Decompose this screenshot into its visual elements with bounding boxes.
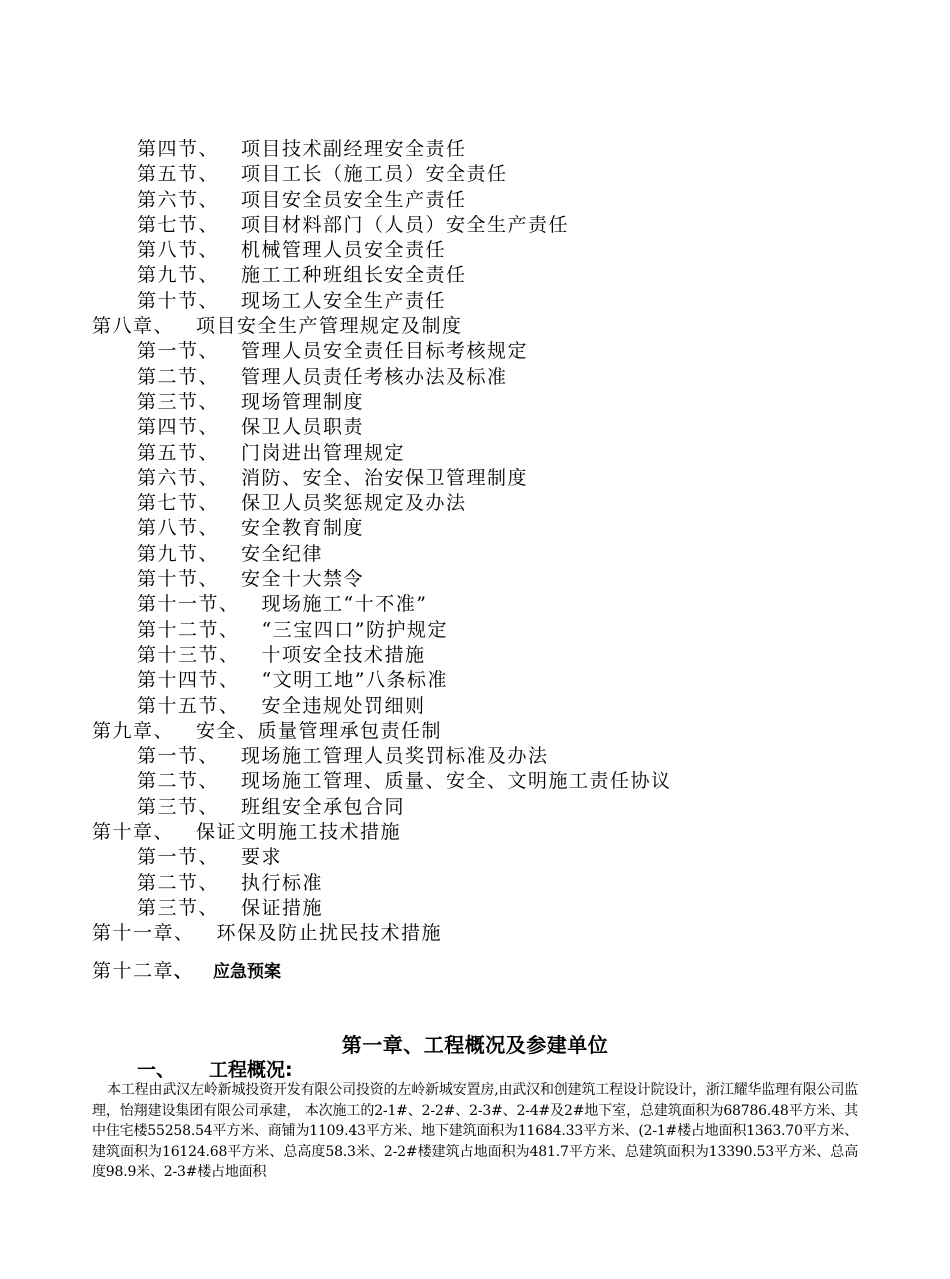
toc-entry-title: 安全纪律 [241,542,324,565]
toc-entry-section [0,238,950,263]
toc-entry-number: 第十节、 [137,289,220,312]
toc-entry-title: 现场施工管理人员奖罚标准及办法 [241,745,549,768]
toc-entry-number: 第一节、 [137,340,220,363]
toc-entry-title: “文明工地”八条标准 [261,669,448,692]
toc-entry-title: 消防、安全、治安保卫管理制度 [241,466,529,489]
toc-entry-section [0,795,950,820]
toc-entry-number: 第十二节、 [137,618,240,641]
toc-entry-title: “三宝四口”防护规定 [261,618,448,641]
toc-entry-title: 施工工种班组长安全责任 [241,264,467,287]
toc-entry-number: 第四节、 [137,138,220,160]
toc-entry-title: 管理人员安全责任目标考核规定 [241,340,529,363]
toc-entry-title: 项目安全员安全生产责任 [241,188,467,211]
toc-entry-title: 项目工长（施工员）安全责任 [241,163,508,186]
section-subheading [137,1055,293,1082]
toc-entry-chapter [0,314,950,339]
toc-entry-title: 安全、质量管理承包责任制 [196,719,443,742]
toc-entry-number: 第二节、 [137,365,220,388]
subheading-number: 一、 [137,1059,176,1081]
subheading-title: 工程概况: [209,1059,293,1081]
toc-entry-number: 第十四节、 [137,669,240,692]
toc-entry-title: 门岗进出管理规定 [241,441,406,464]
toc-entry-number: 第十一章、 [92,922,195,945]
toc-entry-number: 第九章、 [92,719,175,742]
toc-entry-section [0,390,950,415]
toc-entry-number: 第十三节、 [137,643,240,666]
toc-entry-section [0,845,950,870]
toc-entry-section [0,339,950,364]
toc-entry-section [0,542,950,567]
toc-entry-section [0,188,950,213]
project-overview-paragraph: 本工程由武汉左岭新城投资开发有限公司投资的左岭新城安置房,由武汉和创建筑工程设计院设计，浙江耀华监理有限公司监理，怡翔建设集团有限公司承建， 本次施工的2-1#、2-2#、2-3#、2-4#及2#地下室，总建筑面积为68786.48平方米、其中住宅楼55258.54平方米、商铺为1109.43平方米、地下建筑面积为11684.33平方米、(2-1#楼占地面积1363.70平方米、建筑面积为16124.68平方米、总高度58.3米、2-2#楼建筑占地面积为481.7平方米、总建筑面积为13390.53平方米、总高度98.9米、2-3#楼占地面积 [92,1082,858,1180]
toc-entry-title: 安全违规处罚细则 [261,694,426,717]
toc-entry-section [0,668,950,693]
toc-entry-number: 第八节、 [137,239,220,262]
toc-entry-section [0,694,950,719]
toc-entry-section [0,643,950,668]
toc-entry-section [0,618,950,643]
toc-entry-number: 第三节、 [137,795,220,818]
toc-entry-section [0,592,950,617]
toc-entry-section [0,263,950,288]
toc-entry-number: 第二节、 [137,770,220,793]
toc-entry-title: 管理人员责任考核办法及标准 [241,365,508,388]
toc-entry-section [0,137,950,162]
toc-entry-section [0,871,950,896]
toc-entry-title: 环保及防止扰民技术措施 [216,922,443,945]
toc-entry-title: 应急预案 [213,962,282,982]
toc-entry-number: 第四节、 [137,416,220,439]
toc-entry-title: 安全十大禁令 [241,568,365,591]
toc-entry-title: 现场工人安全生产责任 [241,289,447,312]
toc-entry-number: 第九节、 [137,542,220,565]
toc-entry-number: 第七节、 [137,213,220,236]
toc-entry-title: 班组安全承包合同 [241,795,406,818]
toc-entry-chapter [0,719,950,744]
toc-entry-title: 现场管理制度 [241,390,365,413]
toc-entry-section [0,162,950,187]
toc-entry-title: 执行标准 [241,871,324,894]
toc-entry-number: 第七节、 [137,492,220,515]
toc-entry-section [0,567,950,592]
toc-entry-separator: 、 [174,962,192,982]
toc-entry-title: 现场施工管理、质量、安全、文明施工责任协议 [241,770,672,793]
toc-entry-section [0,415,950,440]
toc-entry-section [0,491,950,516]
toc-entry-number: 第六节、 [137,466,220,489]
toc-entry-title: 保证文明施工技术措施 [196,821,402,844]
toc-entry-number: 第十五节、 [137,694,240,717]
toc-entry-title: 保卫人员奖惩规定及办法 [241,492,467,515]
toc-entry-number: 第五节、 [137,441,220,464]
chapter-heading: 第一章、工程概况及参建单位 [341,1033,609,1057]
toc-entry-number: 第三节、 [137,896,220,919]
toc-entry-title: 安全教育制度 [241,517,365,540]
toc-entry-number: 第一节、 [137,745,220,768]
toc-entry-chapter [0,820,950,845]
toc-entry-number: 第八章、 [92,315,175,338]
toc-entry-title: 保证措施 [241,896,324,919]
toc-entry-section [0,769,950,794]
toc-entry-number: 第五节、 [137,163,220,186]
toc-entry-title: 项目技术副经理安全责任 [241,138,467,160]
toc-entry-section [0,466,950,491]
toc-entry-title: 项目材料部门（人员）安全生产责任 [241,213,570,236]
toc-entry-number: 第十二章 [92,960,175,982]
toc-entry-number: 第八节、 [137,517,220,540]
toc-entry-number: 第十一节、 [137,593,240,616]
toc-entry-number: 第九节、 [137,264,220,287]
toc-entry-section [0,213,950,238]
toc-entry-number: 第六节、 [137,188,220,211]
toc-entry-title: 项目安全生产管理规定及制度 [196,315,463,338]
toc-entry-title: 机械管理人员安全责任 [241,239,447,262]
toc-entry-number: 第二节、 [137,871,220,894]
toc-entry-title: 十项安全技术措施 [261,643,426,666]
table-of-contents [0,137,950,947]
toc-entry-number: 第一节、 [137,846,220,869]
toc-entry-number: 第三节、 [137,390,220,413]
toc-entry-section [0,896,950,921]
toc-entry-title: 保卫人员职责 [241,416,365,439]
toc-entry-number: 第十章、 [92,821,175,844]
toc-entry-title: 现场施工“十不准” [261,593,428,616]
toc-entry-section [0,289,950,314]
toc-entry-chapter [0,921,950,946]
toc-entry-number: 第十节、 [137,568,220,591]
toc-entry-section [0,441,950,466]
toc-entry-section [0,516,950,541]
toc-entry-title: 要求 [241,846,283,869]
toc-entry-section [0,365,950,390]
toc-entry-section [0,744,950,769]
toc-entry-chapter-12 [0,959,950,984]
